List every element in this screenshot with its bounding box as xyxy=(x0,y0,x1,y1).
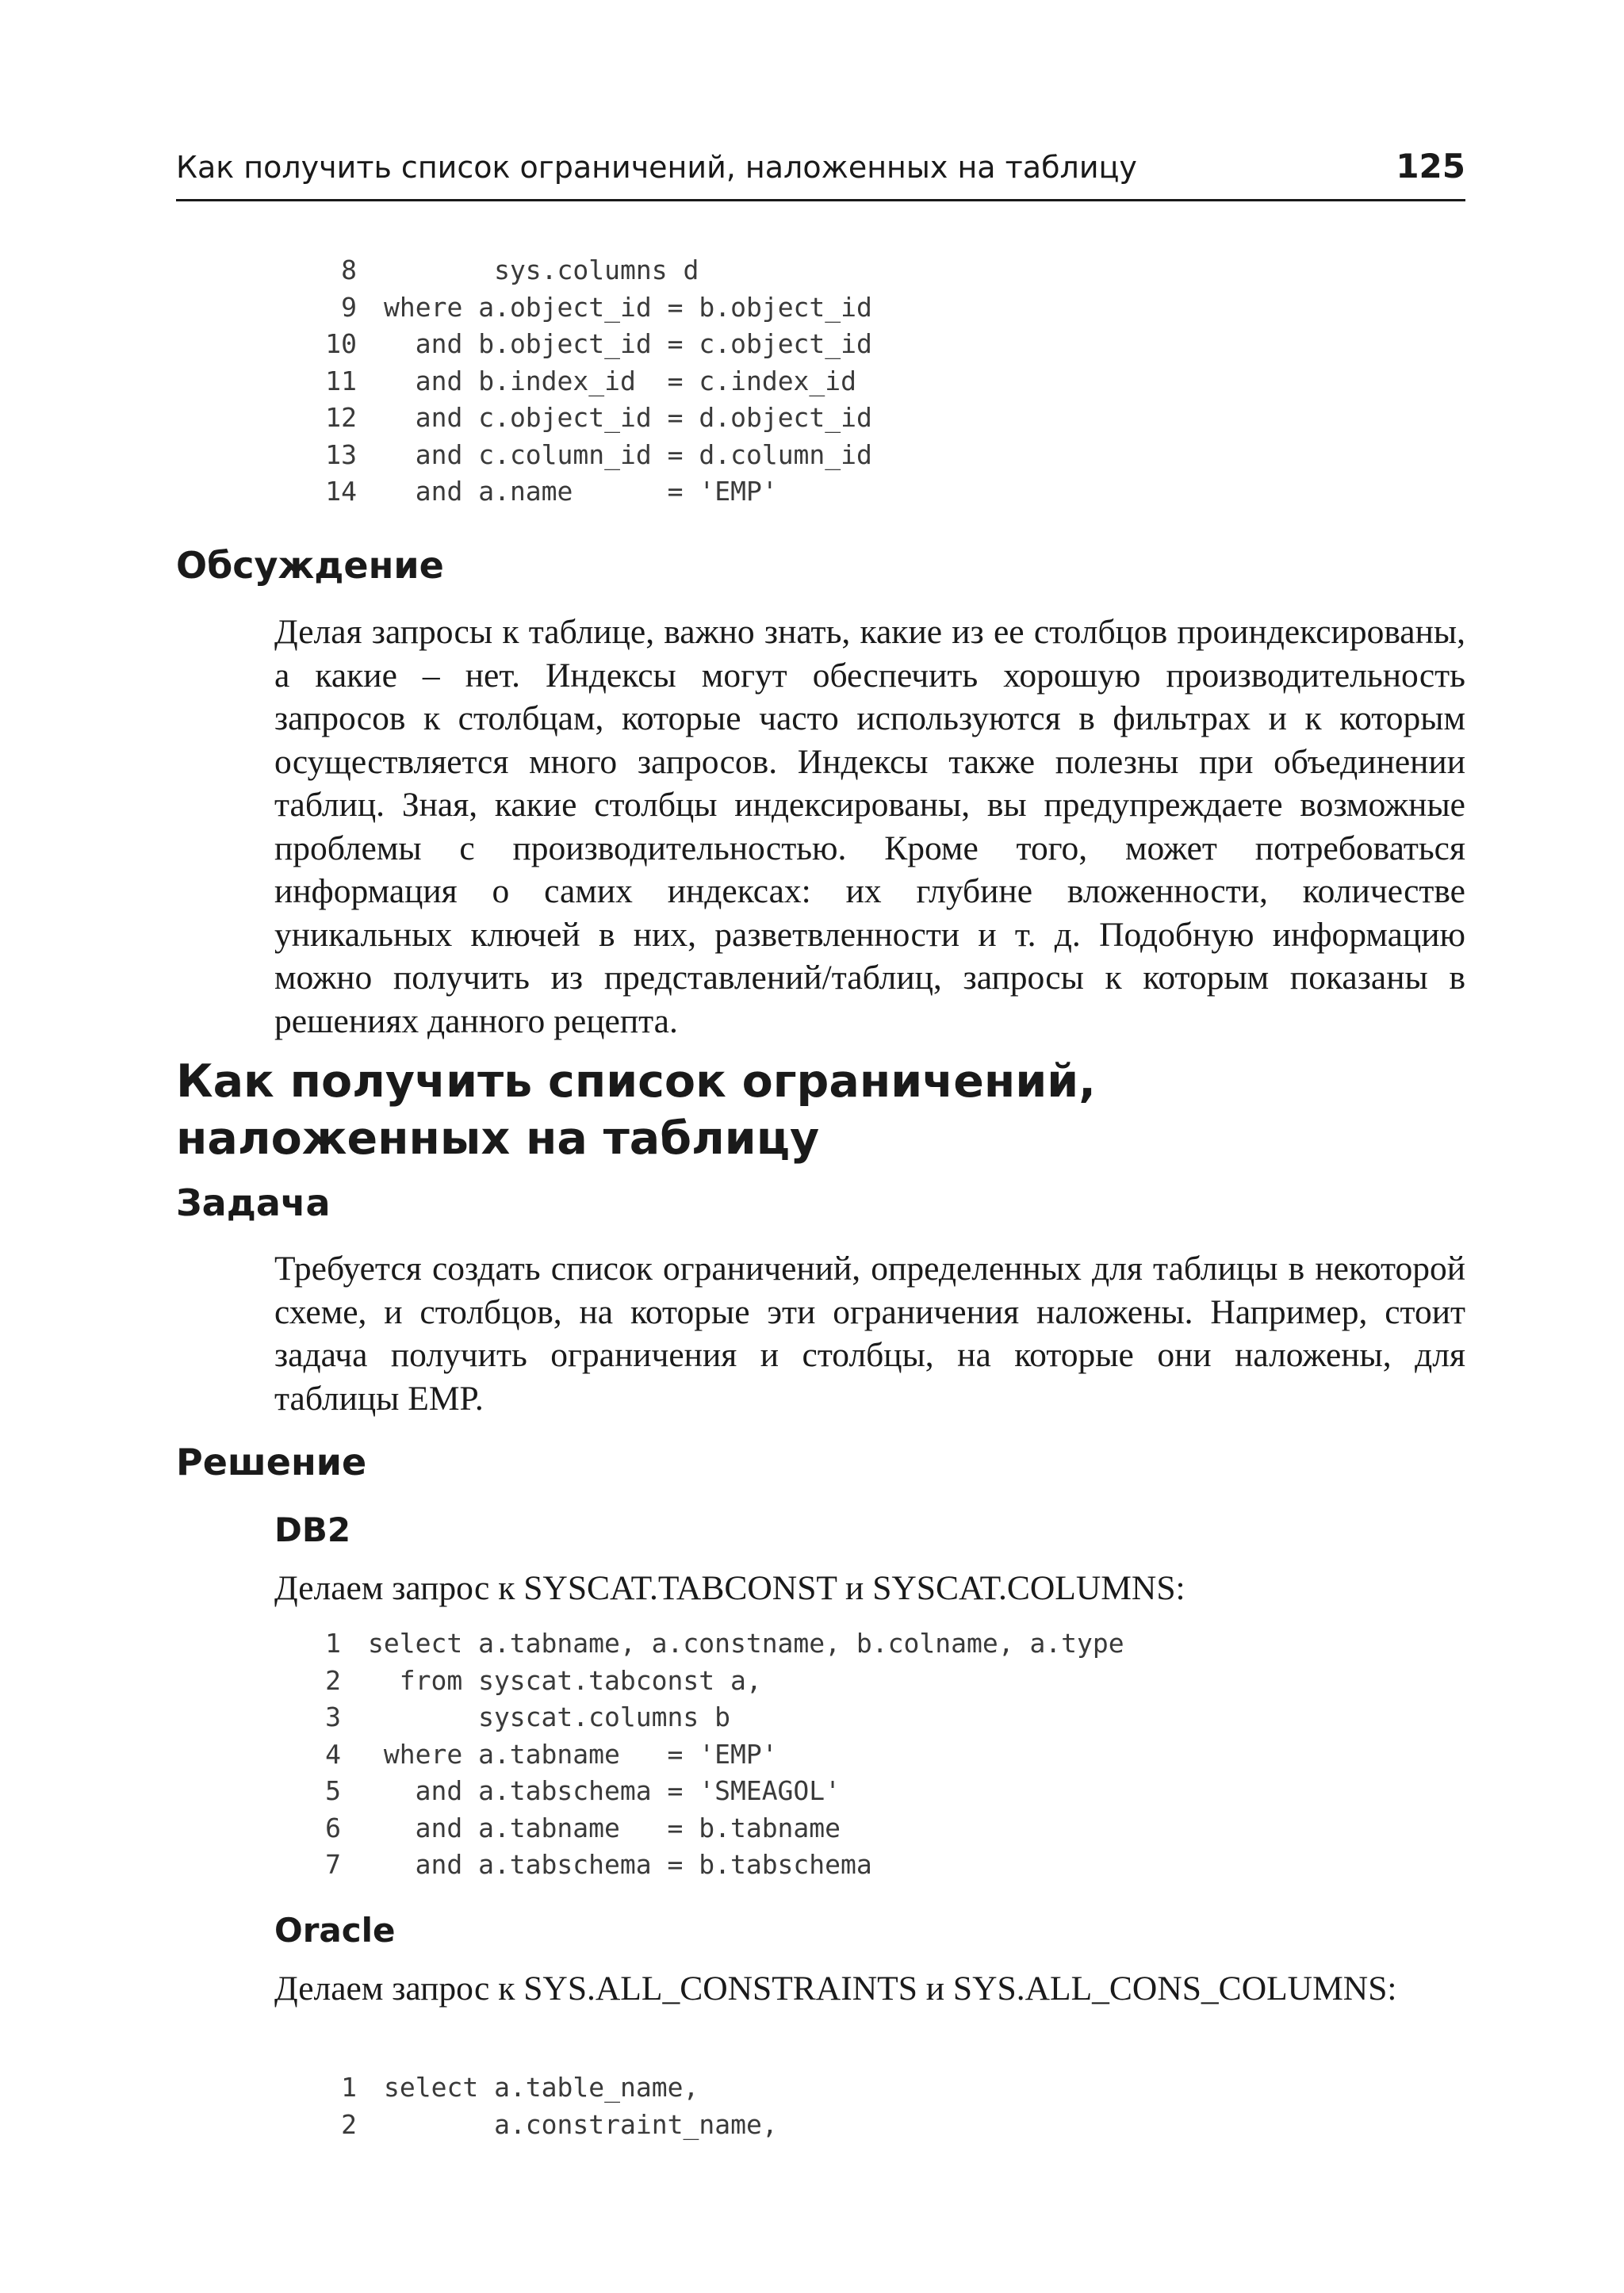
code-line: 14 and a.name = 'EMP' xyxy=(325,476,778,507)
solution-heading: Решение xyxy=(176,1441,367,1483)
task-heading: Задача xyxy=(176,1181,331,1224)
db2-heading: DB2 xyxy=(274,1510,351,1549)
code-listing-db2 xyxy=(279,1628,1151,1886)
code-line: 5 and a.tabschema = 'SMEAGOL' xyxy=(325,1775,841,1806)
code-line: 10 and b.object_id = c.object_id xyxy=(325,328,872,359)
page-number: 125 xyxy=(1396,147,1465,186)
running-title: Как получить список ограничений, наложенных на таблицу xyxy=(176,150,1137,185)
recipe-title-line-2: наложенных на таблицу xyxy=(176,1112,820,1165)
code-line: 2 a.constraint_name, xyxy=(341,2108,778,2140)
recipe-title xyxy=(176,1053,1096,1167)
code-line: 4 where a.tabname = 'EMP' xyxy=(325,1738,778,1770)
recipe-title-line-1: Как получить список ограничений, xyxy=(176,1055,1096,1108)
discussion-paragraph: Делая запросы к таблице, важно знать, какие из ее столбцов проиндексированы, а какие – нет. Индексы могут обеспечить хорошую производительность запросов к столбцам, которые часто используются в фильтрах и к которым осуществляется много запросов. Индексы также полезны при объединении таблиц. Зная, какие столбцы индексированы, вы предупреждаете возможные проблемы с производительностью. Кроме того, может потребоваться информация о самих индексах: их глубине вложенности, количестве уникальных ключей в них, разветвленности и т. д. Подобную информацию можно получить из представлений/таблиц, запросы к которым показаны в решениях данного рецепта. xyxy=(274,613,1465,1040)
code-listing-indexes xyxy=(295,255,929,513)
db2-intro: Делаем запрос к SYSCAT.TABCONST и SYSCAT.COLUMNS: xyxy=(274,1569,1185,1607)
task-paragraph: Требуется создать список ограничений, определенных для таблицы в некоторой схеме, и столбцов, на которые эти ограничения наложены. Например, стоит задача получить ограничения и столбцы, на которые они наложены, для таблицы EMP. xyxy=(274,1250,1465,1418)
code-line: 8 sys.columns d xyxy=(341,255,699,285)
code-listing-oracle xyxy=(295,2072,929,2146)
code-line: 3 syscat.columns b xyxy=(325,1702,730,1732)
code-line: 1 select a.table_name, xyxy=(341,2072,699,2103)
code-line: 6 and a.tabname = b.tabname xyxy=(325,1812,841,1843)
code-line: 11 and b.index_id = c.index_id xyxy=(325,365,857,396)
oracle-heading: Oracle xyxy=(274,1911,396,1950)
code-line: 2 from syscat.tabconst a, xyxy=(325,1664,762,1696)
code-line: 1 select a.tabname, a.constname, b.colname, a.type xyxy=(325,1628,1124,1659)
oracle-intro: Делаем запрос к SYS.ALL_CONSTRAINTS и SYS.ALL_CONS_COLUMNS: xyxy=(274,1970,1397,2008)
running-header xyxy=(176,147,1465,201)
code-line: 13 and c.column_id = d.column_id xyxy=(325,438,872,470)
discussion-heading: Обсуждение xyxy=(176,544,444,587)
code-line: 7 and a.tabschema = b.tabschema xyxy=(325,1849,872,1880)
code-line: 9 where a.object_id = b.object_id xyxy=(341,291,872,323)
code-line: 12 and c.object_id = d.object_id xyxy=(325,402,872,433)
